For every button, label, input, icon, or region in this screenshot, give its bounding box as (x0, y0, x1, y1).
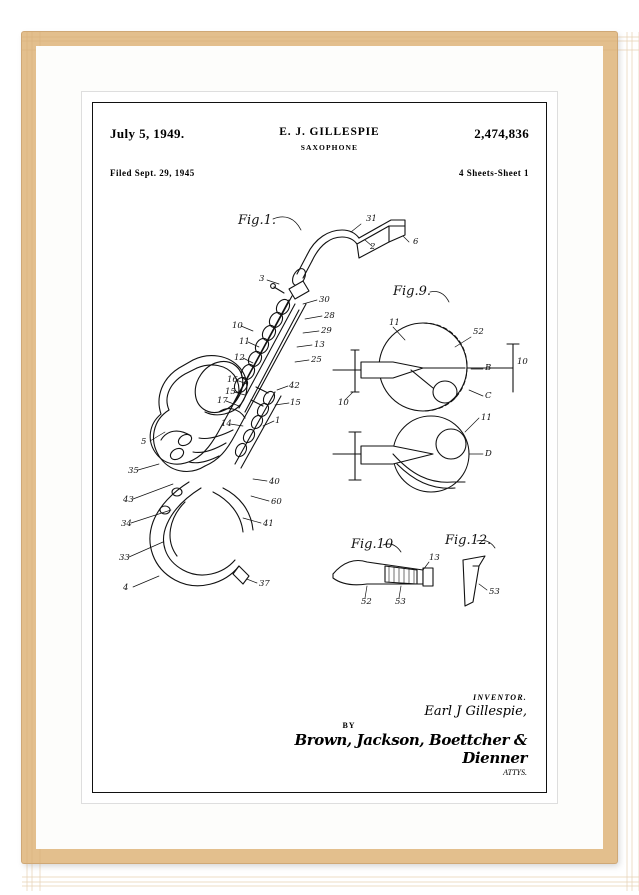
ref-41: 41 (263, 519, 274, 529)
ref-28: 28 (324, 311, 335, 321)
ref-14: 14 (221, 419, 232, 429)
ref-35: 35 (128, 466, 139, 476)
by-label: BY (342, 721, 356, 730)
ref-17: 17 (217, 396, 228, 406)
ref-16: 16 (227, 375, 238, 385)
ref-fig9-10a: 10 (338, 398, 349, 408)
figure-12-part (463, 556, 500, 606)
patent-sheet (82, 92, 557, 803)
ref-25: 25 (311, 355, 322, 365)
ref-fig9-D: D (485, 449, 492, 459)
figure-10-lever (333, 553, 440, 607)
patent-header (110, 126, 529, 190)
figure-12-label: Fig.12. (445, 533, 492, 548)
patent-subject: SAXOPHONE (300, 143, 359, 152)
patent-drawing-svg (93, 192, 546, 752)
ref-2: 2 (370, 242, 376, 252)
ref-40: 40 (269, 477, 280, 487)
ref-fig10-53: 53 (395, 597, 406, 607)
ref-15b: 15 (290, 398, 301, 408)
figure-9-label: Fig.9. (393, 284, 432, 299)
ref-37: 37 (259, 579, 270, 589)
signature-block (267, 693, 527, 777)
patent-filed-date: Filed Sept. 29, 1945 (110, 168, 195, 178)
ref-5: 5 (141, 437, 147, 447)
ref-fig9-11b: 11 (481, 413, 492, 423)
figure-10-label: Fig.10 (351, 537, 394, 552)
patent-inventor-header: E. J. GILLESPIE (279, 126, 380, 138)
ref-43: 43 (123, 495, 134, 505)
patent-drawing (93, 192, 546, 752)
ref-fig9-10b: 10 (517, 357, 528, 367)
ref-12: 12 (234, 353, 245, 363)
ref-4: 4 (123, 583, 129, 593)
figure-9-mechanism (333, 318, 528, 492)
picture-frame (22, 32, 617, 863)
ref-fig9-52: 52 (473, 327, 484, 337)
ref-13: 13 (314, 340, 325, 350)
patent-date: July 5, 1949. (110, 126, 185, 141)
ref-29: 29 (321, 326, 332, 336)
ref-fig9-C: C (485, 391, 492, 401)
ref-3: 3 (259, 274, 265, 284)
frame-mat (36, 46, 603, 849)
ref-34: 34 (121, 519, 132, 529)
ref-fig9-11: 11 (389, 318, 400, 328)
attorney-abbrev: ATTYS. (503, 768, 527, 777)
inventor-label: INVENTOR. (473, 693, 527, 702)
ref-1: 1 (275, 416, 281, 426)
ref-60: 60 (271, 497, 282, 507)
inventor-signature: Earl J Gillespie, (424, 704, 527, 719)
ref-31: 31 (366, 214, 377, 224)
ref-11: 11 (239, 337, 250, 347)
ref-33: 33 (119, 553, 130, 563)
ref-fig12-53: 53 (489, 587, 500, 597)
ref-42: 42 (289, 381, 300, 391)
ref-fig10-52: 52 (361, 597, 372, 607)
ref-10: 10 (232, 321, 243, 331)
ref-6: 6 (413, 237, 419, 247)
figure-1-label: Fig.1. (238, 213, 277, 228)
patent-sheet-count: 4 Sheets-Sheet 1 (459, 168, 529, 178)
ref-fig9-B: B (485, 363, 492, 373)
ref-30: 30 (319, 295, 330, 305)
ref-fig10-13: 13 (429, 553, 440, 563)
ref-15: 15 (225, 387, 236, 397)
patent-number: 2,474,836 (474, 126, 529, 141)
attorney-signature: Brown, Jackson, Boettcher & Dienner (294, 731, 527, 767)
